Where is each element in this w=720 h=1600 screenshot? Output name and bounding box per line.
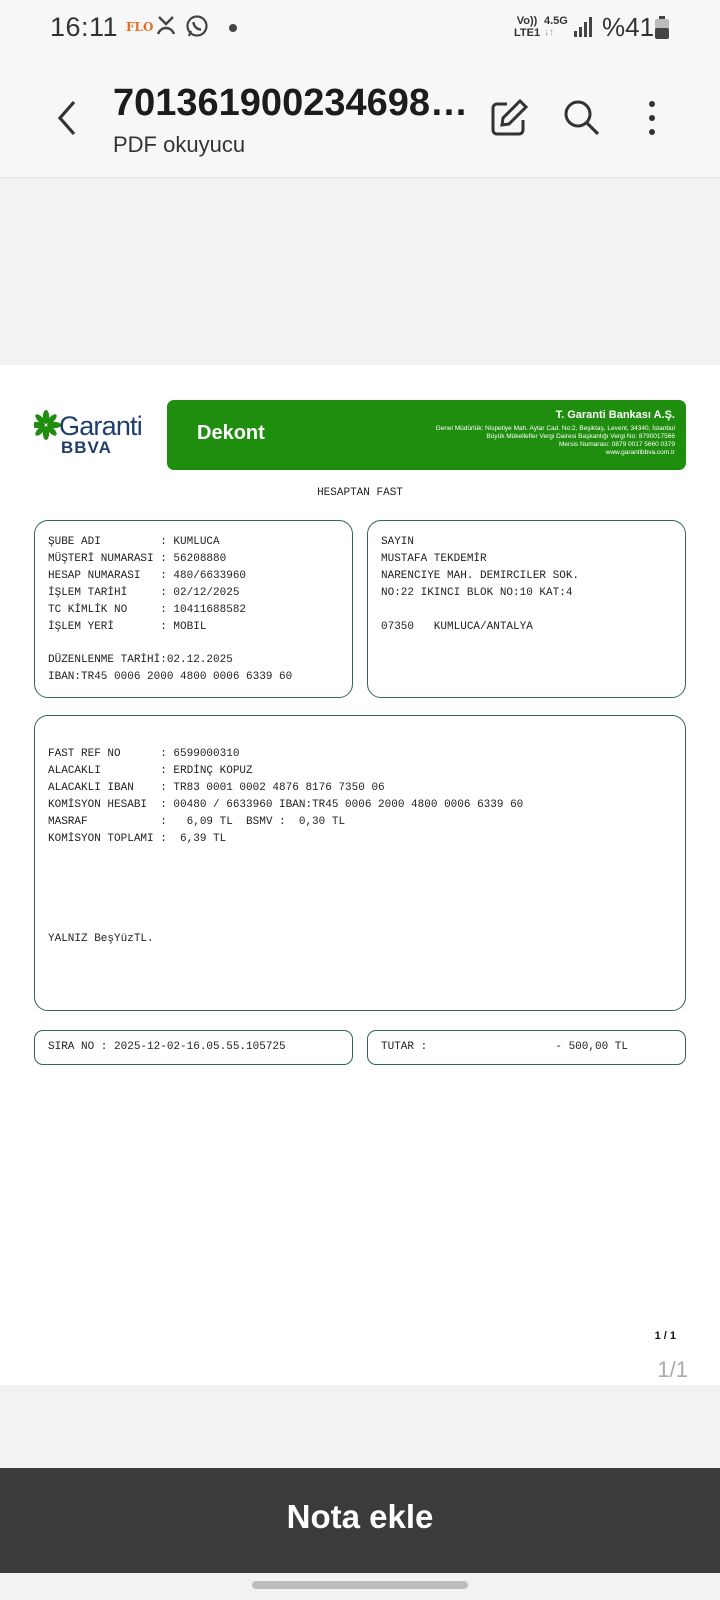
postal-city-line: 07350 KUMLUCA/ANTALYA: [381, 621, 533, 633]
garanti-logo-text: Garanti: [59, 411, 142, 441]
volte-indicator: Vo)) LTE1: [514, 15, 541, 39]
app-subtitle: PDF okuyucu: [113, 132, 246, 157]
branch-line: ŞUBE ADI : KUMLUCA: [48, 536, 220, 548]
whatsapp-icon: [185, 14, 209, 38]
bank-mersis: Mersis Numarası: 0879 0017 5660 0379: [559, 441, 675, 448]
notification-dot: [229, 24, 237, 32]
transfer-details-box: [34, 715, 686, 1011]
receiver-iban-line: ALACAKLI IBAN : TR83 0001 0002 4876 8176 7350 06: [48, 782, 385, 794]
status-bar: [0, 0, 720, 56]
transaction-place-line: İŞLEM YERİ : MOBIL: [48, 621, 207, 633]
customer-info-box: [34, 520, 353, 698]
network-type: 4.5G ↓↑: [544, 15, 568, 38]
viewer-background: [0, 178, 720, 365]
home-gesture-bar[interactable]: [252, 1581, 468, 1589]
viewer-background-bottom: [0, 1385, 720, 1468]
customer-number-line: MÜŞTERİ NUMARASI : 56208880: [48, 553, 227, 565]
address-line-1: NARENCIYE MAH. DEMIRCILER SOK.: [381, 570, 580, 582]
document-page-number: 1 / 1: [654, 1330, 676, 1342]
app-bar: [0, 56, 720, 178]
bank-address: Genel Müdürlük: Nispetiye Mah. Aytar Cad. No:2, Beşiktaş, Levent, 34340, İstanbul: [435, 425, 675, 432]
dekont-banner: [167, 400, 686, 470]
battery-percent: %41: [602, 12, 655, 42]
fast-ref-line: FAST REF NO : 6599000310: [48, 748, 240, 760]
dekont-label: Dekont: [197, 422, 265, 444]
bbva-logo-text: BBVA: [61, 438, 112, 457]
commission-account-line: KOMİSYON HESABI : 00480 / 6633960 IBAN:TR45 0006 2000 4800 0006 6339 60: [48, 799, 524, 811]
missed-call-icon: [155, 14, 177, 38]
recipient-name-line: MUSTAFA TEKDEMİR: [381, 553, 487, 565]
amount-label: TUTAR :: [381, 1041, 428, 1053]
commission-total-line: KOMİSYON TOPLAMI : 6,39 TL: [48, 833, 227, 845]
pdf-page[interactable]: [0, 365, 720, 1385]
issue-date-line: DÜZENLENME TARİHİ:02.12.2025: [48, 654, 233, 666]
amount-in-words-line: YALNIZ BeşYüzTL.: [48, 933, 154, 945]
back-arrow-icon[interactable]: [50, 96, 84, 140]
salutation-line: SAYIN: [381, 536, 415, 548]
more-options-icon[interactable]: [630, 96, 674, 140]
flo-notification-icon: FLO: [126, 20, 154, 34]
status-time: 16:11: [50, 12, 119, 42]
add-note-button[interactable]: [0, 1468, 720, 1573]
bank-tax: Büyük Mükellefler Vergi Dairesi Başkanlığı Vergi No: 8790017566: [486, 433, 675, 440]
account-number-line: HESAP NUMARASI : 480/6633960: [48, 570, 247, 582]
document-title: 701361900234698…: [113, 82, 469, 124]
signal-icon: [573, 16, 593, 38]
receiver-line: ALACAKLI : ERDİNÇ KOPUZ: [48, 765, 253, 777]
sequence-box: [34, 1030, 353, 1065]
battery-icon: [654, 16, 670, 40]
address-box: [367, 520, 686, 698]
tc-id-line: TC KİMLİK NO : 10411688582: [48, 604, 247, 616]
amount-box: [367, 1030, 686, 1065]
edit-icon[interactable]: [487, 96, 531, 140]
add-note-label: Nota ekle: [286, 1498, 434, 1535]
document-heading: HESAPTAN FAST: [317, 487, 403, 499]
sequence-number: SIRA NO : 2025-12-02-16.05.55.105725: [48, 1041, 286, 1053]
viewer-page-counter: 1/1: [657, 1357, 688, 1382]
gesture-nav-area: [0, 1573, 720, 1600]
iban-line: IBAN:TR45 0006 2000 4800 0006 6339 60: [48, 671, 293, 683]
address-line-2: NO:22 IKINCI BLOK NO:10 KAT:4: [381, 587, 573, 599]
bank-website: www.garantibbva.com.tr: [605, 449, 675, 456]
fee-line: MASRAF : 6,09 TL BSMV : 0,30 TL: [48, 816, 346, 828]
search-icon[interactable]: [560, 96, 604, 140]
bank-name: T. Garanti Bankası A.Ş.: [555, 409, 675, 421]
transaction-date-line: İŞLEM TARİHİ : 02/12/2025: [48, 587, 240, 599]
amount-value: - 500,00 TL: [555, 1041, 628, 1053]
